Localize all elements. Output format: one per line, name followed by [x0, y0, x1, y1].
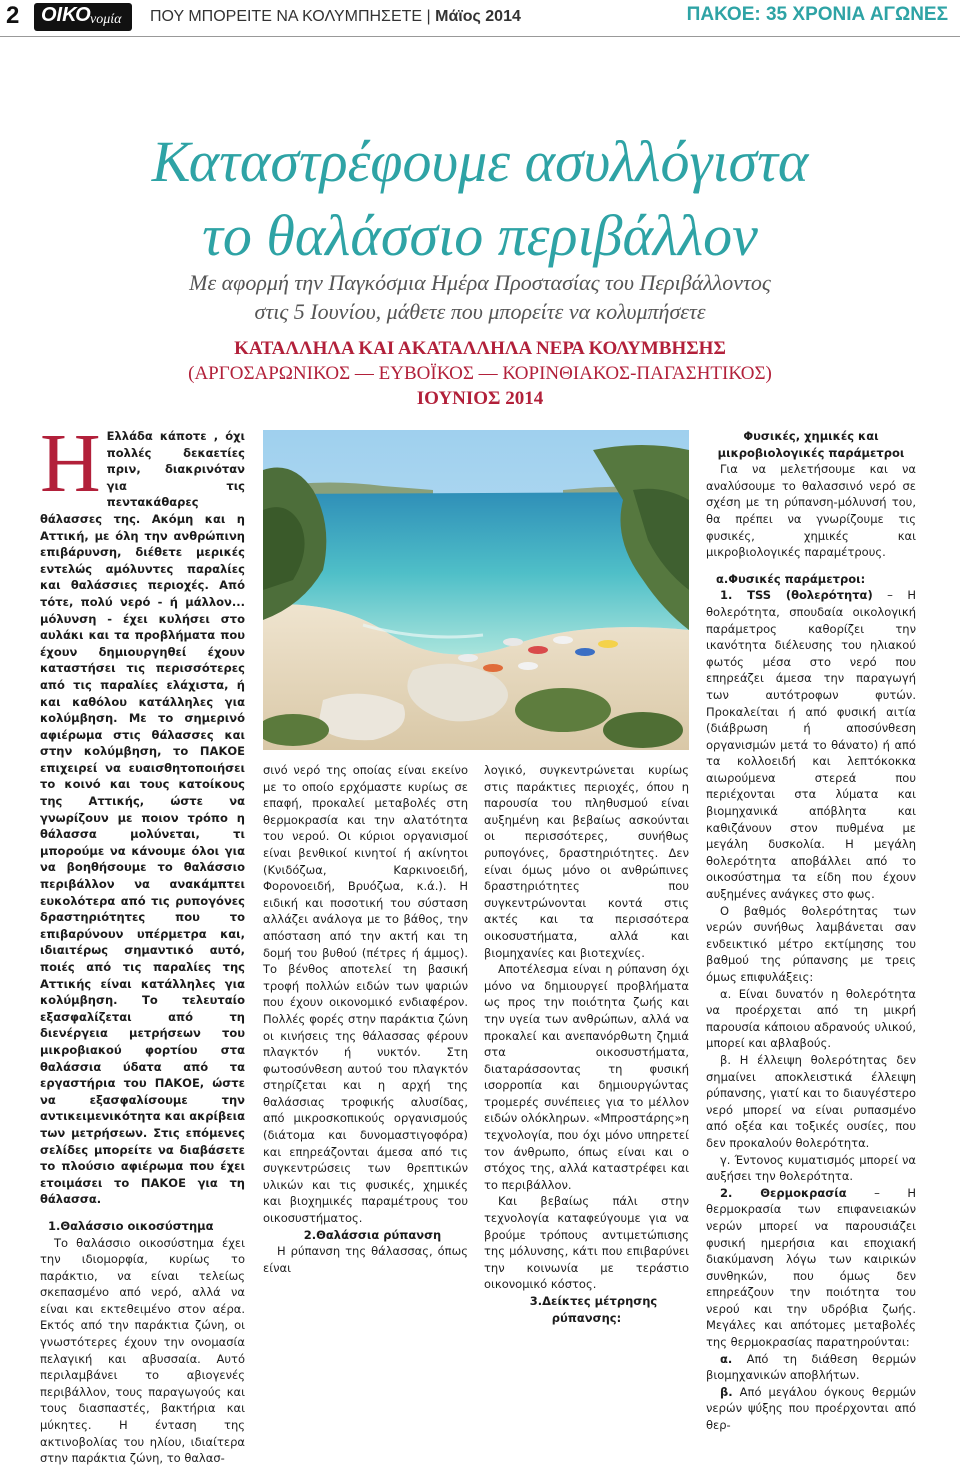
lead-paragraph: Ελλάδα κάποτε , όχι πολλές δεκαετίες πριν, διακρινόταν για τις πεντακάθαρες θάλασσες της. Ακόμη και η Αττική, με όλη την ανθρώπινη επιβάρυνση, διέθετε μερικές εντελώς αμόλυντες παραλίες και θαλάσσιες περιοχές. Από τότε, πολύ νερό - ή μάλλον... μόλυνση - έχει κυλήσει στο αυλάκι και τα προβλήματα που έχουν δημιουργηθεί έχουν καταστήσει τις περισσότερες από τις παραλίες ελάχιστα, ή και καθόλου κατάλληλες για κολύμβηση. Με το σημερινό αφιέρωμα στις θάλασσες και στην κολύμβηση, το ΠΑΚΟΕ επιχειρεί να ευαισθητοποιήσει το κοινό και τους κατοίκους της Αττικής, ώστε να γνωρίζουν με ποιον τρόπο η θάλασσα μολύνεται, τι μπορούμε να κάνουμε όλοι για να βοηθήσουμε το θαλάσσιο περιβάλλον να ανακάμπτει ευκολότερα από τις ρυπογόνες δραστηριότητες που το επιβαρύνουν υπέρμετρα και, ιδιαιτέρως σημαντικό αυτό, ποιές από τις παραλίες της Αττικής είναι κατάλληλες για κολύμβηση. Το τελευταίο εξασφαλίζεται από τη διενέργεια μετρήσεων του μικροβιακού φορτίου στα θαλάσσια ύδατα από τα εργαστήρια του ΠΑΚΟΕ, ώστε να εξασφαλίσουμε την αντικειμενικότητα και ακρίβεια των μετρήσεων. Στις επόμενες σελίδες μπορείτε να διαβάσετε το πλούσιο αφιέρωμα που έχει ετοιμάσει το ΠΑΚΟΕ για τη θάλασσα.: [40, 429, 245, 1207]
cause-a-body: Από τη διάθεση θερμών βιομηχανικών αποβλήτων.: [706, 1351, 916, 1383]
logo-main-text: ΟΙΚΟ: [41, 4, 91, 26]
drop-cap: Η: [40, 417, 101, 510]
column-2-paragraph: σινό νερό της οποίας είναι εκείνο με το οποίο ερχόμαστε κυρίως σε επαφή, προκαλεί μεταβολές στη θερμοκρασία και την αλατότητα του νερού. Οι κύριοι οργανισμοί είναι βενθικοί κινητοί ή ακίνητοι (Κνιδόζωα, Καρκινοειδή, Φορονοειδή, Βρυόζωα, κ.ά.). Η ειδική και ποσοτική του σύσταση αλλάζει ανάλογα με το βάθος, την απόσταση από την ακτή και τη δομή του βυθού (πέτρες ή άμμος). Το βένθος αποτελεί τη βασική τροφή πολλών ειδών των ψαριών που έχουν οικονομικό ενδιαφέρον. Πολλές φορές στην παράκτια ζώνη οι κινήσεις της θάλασσας φέρουν πλαγκτόν ή νυκτόν. Στη φωτοσύνθεση αυτού του πλαγκτόν στηρίζεται και η αρχή της θαλάσσιας τροφικής αλυσίδας, από μικροσκοπικούς οργανισμούς (διάτομα και δυνομαστιγοφόρα) και επηρεάζονται άμεσα από τις συγκεντρώσεις των θρεπτικών υλικών και τις φυσικές, χημικές και βιοχημικές παραμέτρους του οικοσυστήματος.: [263, 763, 468, 1226]
kicker-line-2: (ΑΡΓΟΣΑΡΩΝΙΚΟΣ — ΕΥΒΟΪΚΟΣ — ΚΟΡΙΝΘΙΑΚΟΣ-ΠΑΓΑΣΗΤΙΚΟΣ): [188, 363, 772, 384]
tss-paragraph: [706, 587, 916, 902]
section-heading-ecosystem: 1.Θαλάσσιο οικοσύστημα: [48, 1218, 214, 1233]
subtitle-line-1: Με αφορμή την Παγκόσμια Ημέρα Προστασίας του Περιβάλλοντος: [189, 270, 771, 295]
cause-b-label: β.: [720, 1384, 733, 1399]
publication-logo: [34, 3, 132, 31]
tss-label: 1. TSS (θολερότητα): [720, 588, 873, 603]
column-3-paragraph-1: λογικό, συγκεντρώνεται κυρίως στις παράκτιες περιοχές, όπου η παρουσία του πληθυσμού είναι αυξημένη και βεβαίως ασκούνται οι περισσότερες, συνήθως ρυπογόνες, δραστηριότητες. Δεν είναι όμως μόνο οι ανθρώπινες δραστηριότητες που συγκεντρώνονται κοντά στις ακτές και τα περισσότερα οικοσυστήματα, αλλά και βιομηχανίες και βιοτεχνίες.: [484, 763, 689, 960]
header-issue-date: Μάϊος 2014: [435, 8, 521, 25]
column-1: [40, 417, 245, 1467]
section-body-marine-pollution: Η ρύπανση της θάλασσας, όπως είναι: [263, 1244, 468, 1275]
turbidity-measure-paragraph: Ο βαθμός θολερότητας των νερών συνήθως λαμβάνεται σαν ενδεικτικό μέτρο εκτίμησης του βαθμού της ρύπανσης με τρεις όμως επιφυλάξεις:: [706, 903, 916, 984]
article-kicker: [0, 336, 960, 411]
page-number: 2: [6, 2, 20, 29]
kicker-line-1: ΚΑΤΑΛΛΗΛΑ ΚΑΙ ΑΚΑΤΑΛΛΗΛΑ ΝΕΡΑ ΚΟΛΥΜΒΗΣΗΣ: [234, 338, 726, 359]
reservation-b: β. Η έλλειψη θολερότητας δεν σημαίνει αποκλειστικά έλλειψη ρύπανσης, γιατί και το διαυγέστερο νερό μπορεί να είναι ρυπασμένο από οξέα και τοξικές ουσίες, που δεν προκαλούν θολερότητα.: [706, 1052, 916, 1150]
physical-parameters-heading: α.Φυσικές παράμετροι:: [716, 571, 866, 586]
kicker-line-3: ΙΟΥΝΙΟΣ 2014: [416, 388, 544, 409]
section-heading-marine-pollution: 2.Θαλάσσια ρύπανση: [303, 1227, 442, 1242]
section-heading-pollution-indicators: 3.Δείκτες μέτρησης ρύπανσης:: [529, 1294, 658, 1325]
header-section-label: ΠΟΥ ΜΠΟΡΕΙΤΕ ΝΑ ΚΟΛΥΜΠΗΣΕΤΕ |: [150, 8, 431, 25]
temperature-label: 2. Θερμοκρασία: [720, 1185, 847, 1200]
beach-photo: [263, 430, 689, 750]
temperature-cause-b: [706, 1384, 916, 1434]
subtitle-line-2: στις 5 Ιουνίου, μάθετε που μπορείτε να κολυμπήσετε: [254, 299, 706, 324]
temperature-paragraph: [706, 1185, 916, 1351]
page-header: [0, 0, 960, 37]
headline-line-1: Καταστρέφουμε ασυλλόγιστα: [151, 129, 809, 194]
reservation-a: α. Είναι δυνατόν η θολερότητα να προέρχεται από τη μικρή παρουσία κάποιου αδρανούς υλικού, μπορεί και αβλαβούς.: [706, 986, 916, 1051]
tss-body: – Η θολερότητα, σπουδαία οικολογική παράμετρος καθορίζει την ικανότητα διέλευσης του ηλιακού φωτός μέσα στο νερό που επηρεάζει άμεσα την παραγωγή των αυτότροφων φυτών. Προκαλείται ή από φυσική αιτία (διάβρωση ή αποσύνθεση οργανισμών μετά το θάνατο) ή από τα κολλοειδή και λεπτόκοκκα αιωρούμενα στερεά που περιέχονται στα λύματα και βιομηχανικά απόβλητα και καθιζάνουν στον πυθμένα με μεγάλη δυσκολία. Η μεγάλη θολερότητα αποβάλλει από το οικοσύστημα τα είδη που έχουν αυξημένες ανάγκες στο φως.: [706, 588, 916, 902]
column-4-intro: Για να μελετήσουμε και να αναλύσουμε το θαλασσινό νερό σε σχέση με τη ρύπανση-μόλυνσή του, θα πρέπει να γνωρίζουμε τις φυσικές, χημικές και μικροβιολογικές παραμέτρους.: [706, 462, 916, 560]
header-section-title: [150, 8, 521, 26]
column-3-paragraph-2: Αποτέλεσμα είναι η ρύπανση όχι μόνο να δημιουργεί προβλήματα ως προς την ποιότητα ζωής και την υγεία των ανθρώπων, αλλά να προκαλεί και ανεπανόρθωτη ζημιά στα οικοσυστήματα, διαταράσσοντας τη φυσική ισορροπία και δημιουργώντας τρομερές συνέπειες για το μέλλον ειδών ολόκληρων. «Μπροστάρης»η τεχνολογία, που όχι μόνο υπηρετεί τον άνθρωπο, όπως είναι και ο στόχος της, αλλά καταστρέφει και το περιβάλλον.: [484, 962, 689, 1192]
column-2: [263, 762, 468, 1276]
cause-a-label: α.: [720, 1351, 733, 1366]
temperature-body: – Η θερμοκρασία των επιφανειακών νερών μπορεί να παρουσιάζει φυσική ημερήσια και εποχιακή διακύμανση λόγω των καιρικών συνθηκών, που όμως δεν επηρεάζουν την ποιότητα του νερού και την υδρόβια ζωής. Μεγάλες και απότομες μεταβολές της θερμοκρασίας παρατηρούνται:: [706, 1185, 916, 1350]
temperature-cause-a: [706, 1351, 916, 1384]
cause-b-body: Από μεγάλου όγκους θερμών νερών ψύξης που προέρχονται από θερ-: [706, 1384, 916, 1433]
column-4-heading: Φυσικές, χημικές και μικροβιολογικές παράμετροι: [717, 429, 905, 460]
article-headline: [0, 125, 960, 273]
headline-line-2: το θαλάσσιο περιβάλλον: [202, 203, 758, 268]
column-3-paragraph-3: Και βεβαίως πάλι στην τεχνολογία καταφεύγουμε για να βρούμε τρόπους αντιμετώπισης της μόλυνσης, κάτι που επιβαρύνει την κοινωνία με τεράστιο οικονομικό κόστος.: [484, 1194, 689, 1292]
section-body-ecosystem: Το θαλάσσιο οικοσύστημα έχει την ιδιομορφία, κυρίως το παράκτιο, να είναι τελείως σκεπασμένο από νερό, αλλά να είναι και εκτεθειμένο στον αέρα. Εκτός από την παράκτια ζώνη, οι γνωστότερες έχουν την ονομασία πελαγική και αβυσσαία. Αυτό περιλαμβάνει το αβιογενές περιβάλλον, τους παραγωγούς και τους διασπαστές, βακτήρια και μύκητες. Η ένταση της ακτινοβολίας του ηλίου, ιδιαίτερα στην παράκτια ζώνη, το θαλασ-: [40, 1235, 245, 1466]
reservation-c: γ. Έντονος κυματισμός μπορεί να αυξήσει την θολερότητα.: [706, 1152, 916, 1184]
column-4: [706, 428, 916, 1434]
column-3: [484, 762, 689, 1326]
article-subtitle: [0, 268, 960, 326]
header-right-title: ΠΑΚΟΕ: 35 ΧΡΟΝΙΑ ΑΓΩΝΕΣ: [686, 4, 948, 25]
logo-sub-text: νομία: [90, 12, 122, 27]
